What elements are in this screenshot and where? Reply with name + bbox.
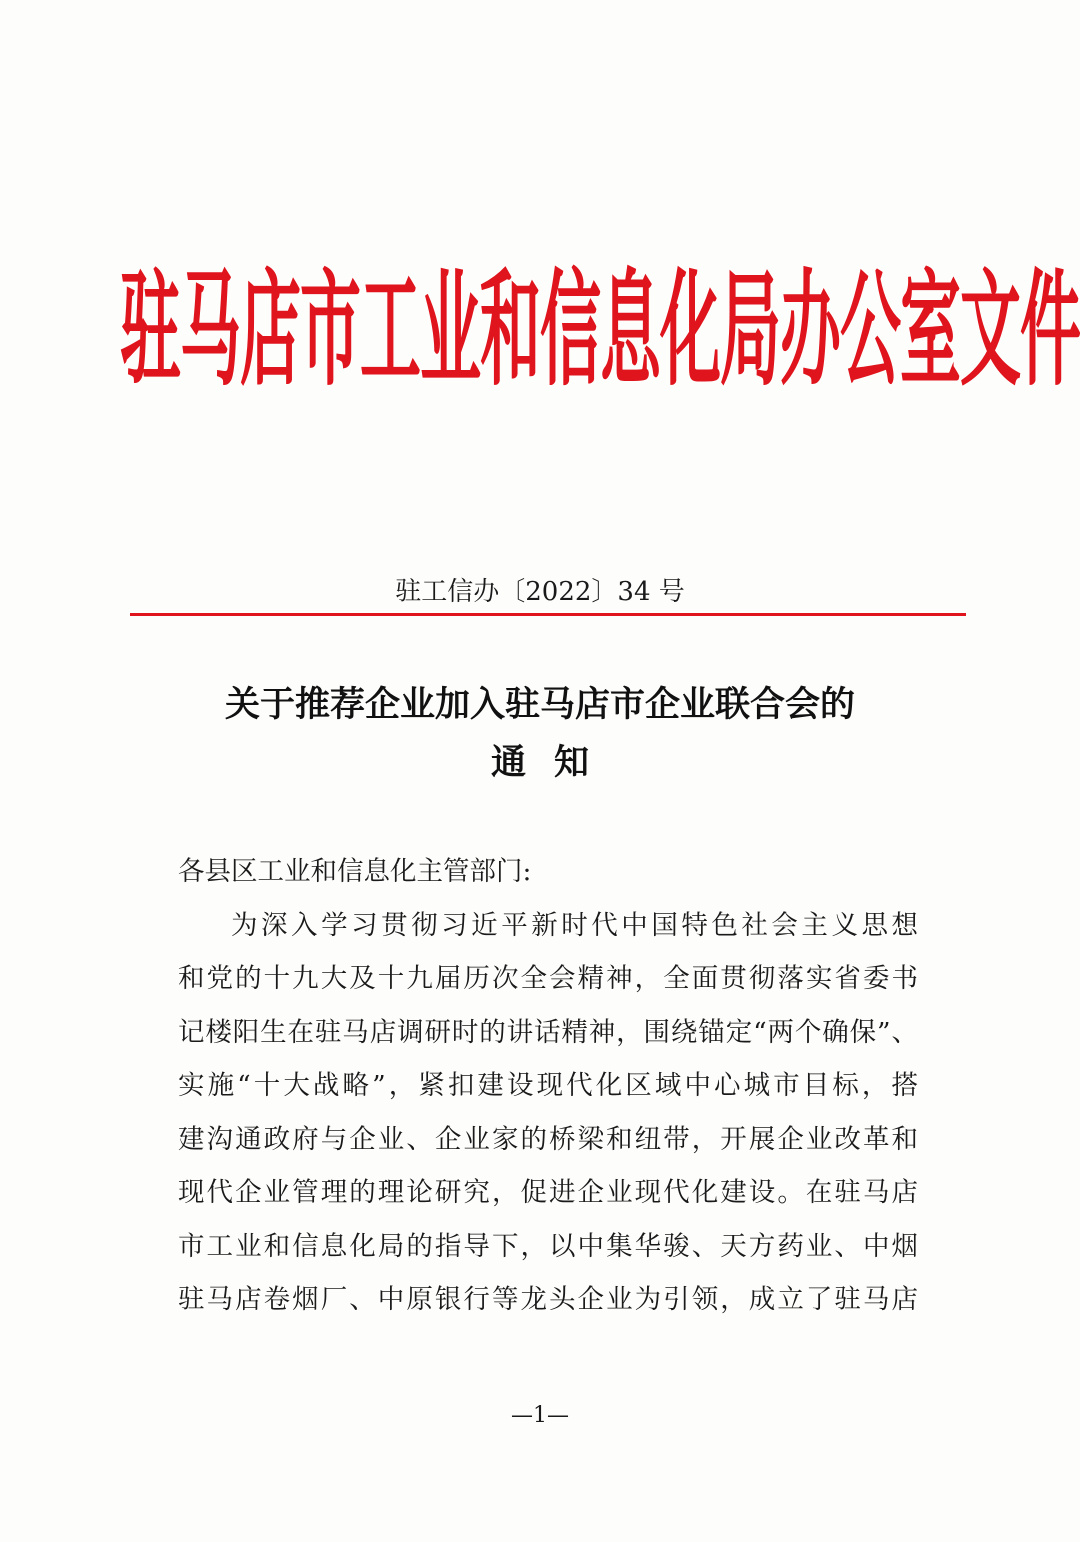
page-number: —1— xyxy=(511,1403,569,1428)
issuing-office-header: 驻马店市工业和信息化局办公室文件 xyxy=(120,258,1080,404)
document-number: 驻工信办〔2022〕34 号 xyxy=(395,577,685,607)
body-line: 现代企业管理的理论研究，促进企业现代化建设。在驻马店 xyxy=(178,1177,918,1208)
body-line: 市工业和信息化局的指导下，以中集华骏、天方药业、中烟 xyxy=(178,1230,918,1262)
notice-title xyxy=(140,676,940,792)
salutation: 各县区工业和信息化主管部门: xyxy=(178,856,532,887)
body-line: 和党的十九大及十九届历次全会精神，全面贯彻落实省委书 xyxy=(178,963,918,994)
body-line: 为深入学习贯彻习近平新时代中国特色社会主义思想 xyxy=(231,909,918,941)
body-line: 建沟通政府与企业、企业家的桥梁和纽带，开展企业改革和 xyxy=(178,1123,918,1155)
body-line: 驻马店卷烟厂、中原银行等龙头企业为引领，成立了驻马店 xyxy=(178,1284,918,1315)
header-divider xyxy=(130,613,966,616)
notice-title-line-1: 关于推荐企业加入驻马店市企业联合会的 xyxy=(224,684,855,725)
notice-body xyxy=(178,845,918,1327)
body-line: 实施“十大战略”，紧扣建设现代化区域中心城市目标，搭 xyxy=(178,1070,918,1101)
notice-title-line-2: 通知 xyxy=(490,742,617,783)
body-line: 记楼阳生在驻马店调研时的讲话精神，围绕锚定“两个确保”、 xyxy=(178,1016,918,1048)
